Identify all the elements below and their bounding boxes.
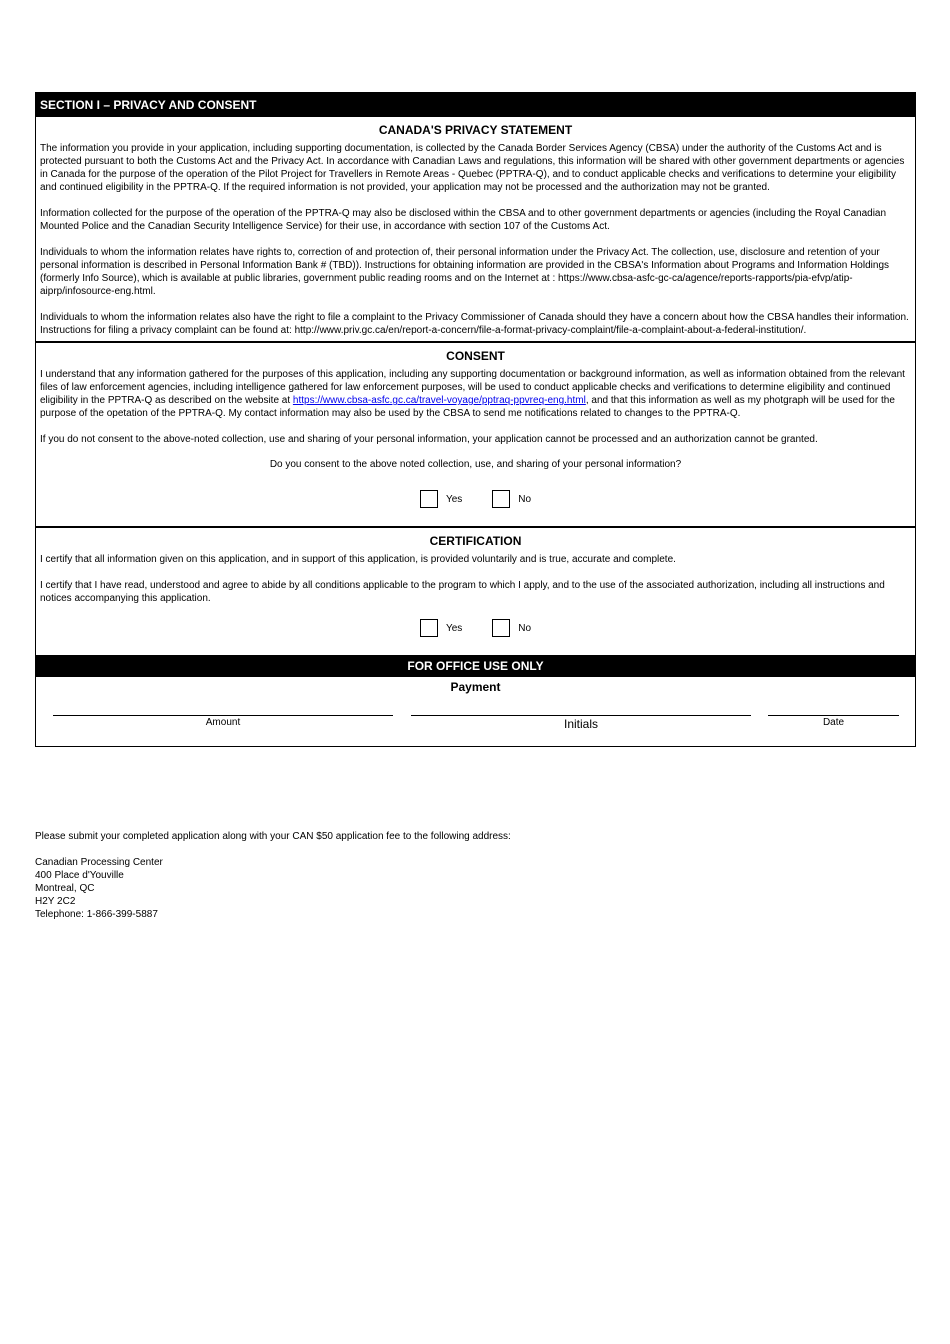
- privacy-paragraph-3: Individuals to whom the information relates have rights to, correction of and protection of, their personal information under the Privacy Act. The collection, use, disclosure and retention of your personal information is described in Personal Information Bank # (TBD)). Instructions for obtaining information are provided in the CBSA's Information about Programs and Information Holdings (formerly Info Source), which is available at public libraries, government public reading rooms and on the Internet at : https://www.cbsa-asfc-gc-ca/agence/reports-rapports/pia-efvp/atip-aiprp/infosource-eng.html.: [40, 247, 889, 297]
- pptraq-website-link[interactable]: https://www.cbsa-asfc.gc.ca/travel-voyage/pptraq-ppvreq-eng.html: [292, 395, 586, 406]
- payment-label: Payment: [450, 680, 501, 694]
- date-label: Date: [822, 717, 845, 728]
- privacy-paragraph-2: Information collected for the purpose of the operation of the PPTRA-Q may also be disclosed within the CBSA and to other government departments or agencies (including the Royal Canadian Mounted Police and the Canadian Security Intelligence Service) for their use, in accordance with section 107 of the Customs Act.: [40, 208, 887, 232]
- privacy-heading: CANADA'S PRIVACY STATEMENT: [378, 123, 573, 137]
- submission-instructions: [35, 830, 511, 921]
- certification-options: [40, 619, 911, 637]
- address-line: Canadian Processing Center: [35, 857, 163, 868]
- certification-yes-option[interactable]: [420, 619, 462, 637]
- consent-no-label: No: [518, 493, 532, 505]
- office-use-block: [36, 680, 915, 746]
- consent-options: [40, 490, 911, 508]
- consent-text-before-link: I understand that any information gathered for the purposes of this application, including any supporting documentation or background information, as well as information obtained from the relevant files of law enforcement agencies, including intelligence gathered for law enforcement purposes, will be used to conduct applicable checks and verifications to determine eligibility and continued eligibility in the PPTRA-Q as described on the website at: [40, 369, 905, 406]
- privacy-paragraph-1: The information you provide in your application, including supporting documentation, is collected by the Canada Border Services Agency (CBSA) under the authority of the Customs Act and is protected pursuant to both the Customs Act and the Privacy Act. In accordance with Canadian Laws and regulations, this information will be shared with other government departments or agencies in Canada for the purpose of the operation of the Pilot Project for Travellers in Remote Areas - Quebec (PPTRA-Q), and to conduct applicable checks and verifications to determine your eligibility and continued eligibility in the PPTRA-Q. If the required information is not provided, your application may not be processed and the authorization may not be granted.: [40, 143, 905, 193]
- office-signature-row: [36, 694, 915, 746]
- certification-no-checkbox[interactable]: [492, 619, 510, 637]
- consent-yes-checkbox[interactable]: [420, 490, 438, 508]
- consent-paragraph-2: If you do not consent to the above-noted collection, use and sharing of your personal information, your application cannot be processed and an authorization cannot be granted.: [40, 434, 818, 445]
- initials-label: Initials: [563, 717, 598, 731]
- certification-paragraph-2: I certify that I have read, understood and agree to abide by all conditions applicable to the program to which I apply, and to the use of the associated authorization, including all instructions and notices accompanying this application.: [40, 580, 885, 604]
- consent-no-option[interactable]: [492, 490, 531, 508]
- office-use-header: FOR OFFICE USE ONLY: [36, 655, 915, 677]
- consent-text-after-link: , and that this information as well as my photgraph will be used for the purpose of the opetation of the PPTRA-Q. My contact information may also be used by the CBSA to send me notifications related to changes to the PPTRA-Q.: [40, 395, 895, 419]
- consent-question: Do you consent to the above noted collection, use, and sharing of your personal information?: [269, 459, 682, 470]
- privacy-paragraph-4: Individuals to whom the information relates also have the right to file a complaint to the Privacy Commissioner of Canada should they have a concern about how the CBSA handles their information. Instructions for filing a privacy complaint can be found at: http://www.priv.gc.ca/en/report-a-concern/file-a-format-privacy-complaint/file-a-complaint-about-a-federal-institution/.: [40, 312, 909, 336]
- amount-field[interactable]: [53, 715, 393, 728]
- mailing-address: [35, 856, 511, 921]
- submission-text: Please submit your completed application along with your CAN $50 application fee to the following address:: [35, 831, 511, 842]
- certification-yes-label: Yes: [445, 622, 463, 634]
- certification-no-option[interactable]: [492, 619, 531, 637]
- certification-block: [36, 528, 915, 655]
- initials-field[interactable]: [411, 715, 751, 731]
- address-line: H2Y 2C2: [35, 896, 76, 907]
- consent-heading: CONSENT: [446, 349, 505, 363]
- date-field[interactable]: [768, 715, 899, 728]
- consent-yes-label: Yes: [445, 493, 463, 505]
- consent-block: [36, 343, 915, 528]
- certification-paragraph-1: I certify that all information given on this application, and in support of this application, is provided voluntarily and is true, accurate and complete.: [40, 554, 676, 565]
- certification-no-label: No: [518, 622, 532, 634]
- section-title: SECTION I – PRIVACY AND CONSENT: [36, 93, 915, 117]
- address-line: Montreal, QC: [35, 883, 95, 894]
- address-line: 400 Place d'Youville: [35, 870, 124, 881]
- amount-label: Amount: [205, 717, 241, 728]
- consent-no-checkbox[interactable]: [492, 490, 510, 508]
- certification-heading: CERTIFICATION: [429, 534, 522, 548]
- consent-paragraph-1: [40, 368, 911, 420]
- consent-yes-option[interactable]: [420, 490, 462, 508]
- telephone-line: Telephone: 1-866-399-5887: [35, 909, 158, 920]
- privacy-statement-block: [36, 117, 915, 343]
- certification-yes-checkbox[interactable]: [420, 619, 438, 637]
- privacy-consent-form: [35, 92, 916, 747]
